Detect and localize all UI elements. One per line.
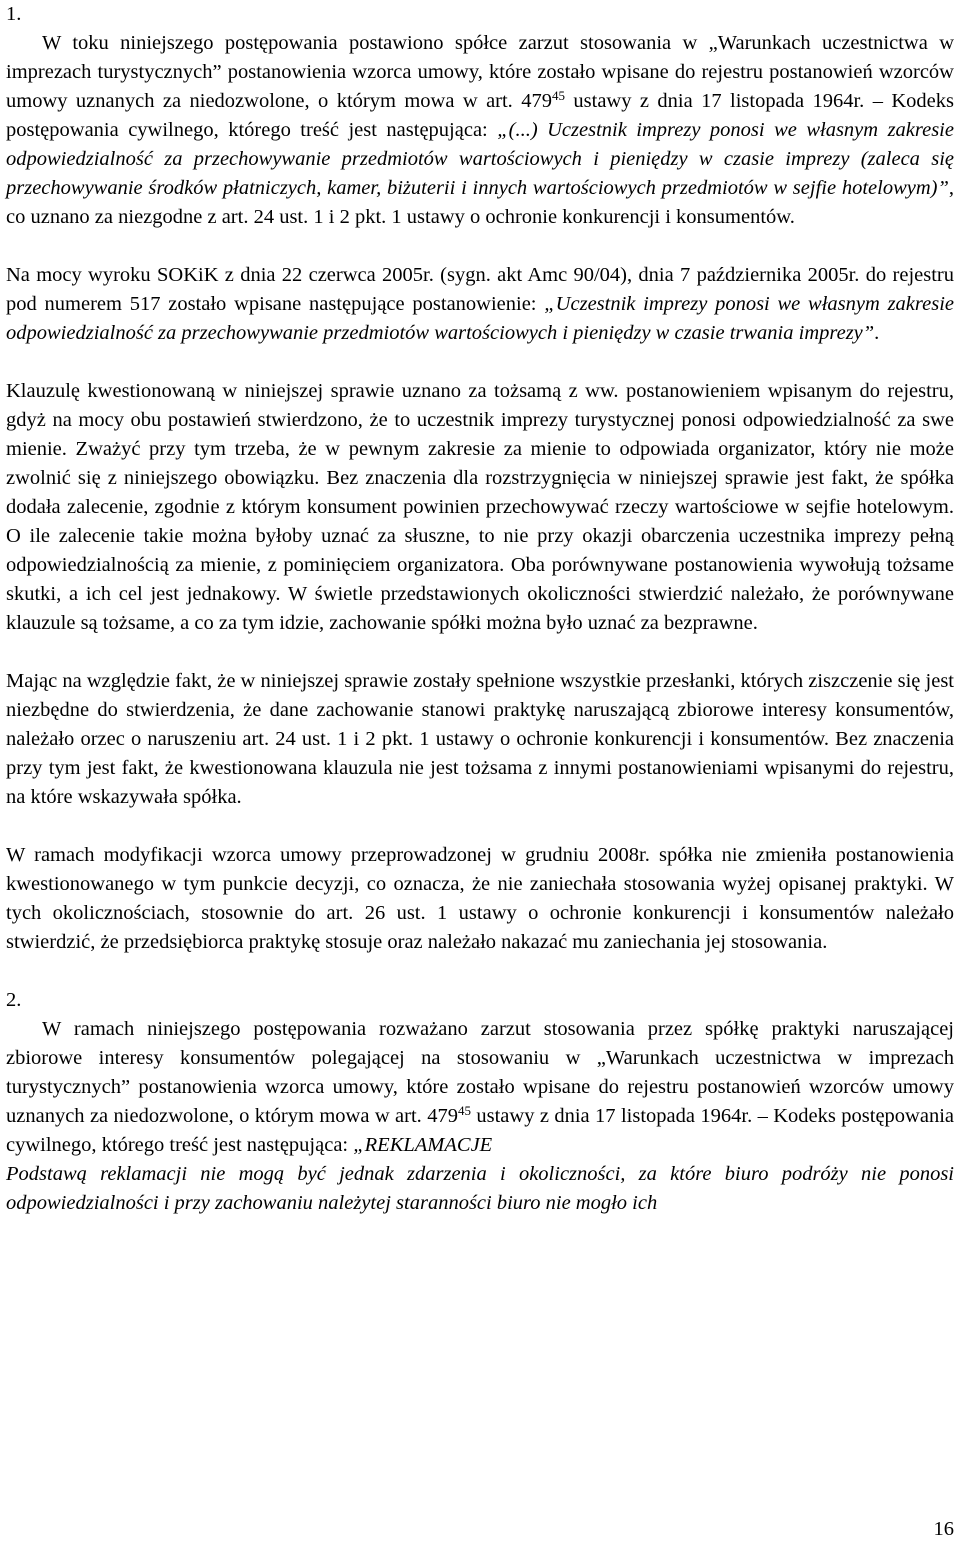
quoted-clause: „(...) Uczestnik imprezy ponosi we własnym zakresie odpowiedzialność za przechowywanie przedmiotów wartościowych i pieniędzy w czasie imprezy (zaleca się przechowywanie środków płatniczych, kamer, biżuterii i innych wartościowych przedmiotów w sejfie hotelowym)” [6,119,954,199]
section-number-2: 2. [6,989,22,1011]
page-number: 16 [933,1518,954,1540]
section-number-1: 1. [6,3,22,25]
section1-paragraph-3: Klauzulę kwestionowaną w niniejszej sprawie uznano za tożsamą z ww. postanowieniem wpisanym do rejestru, gdyż na mocy obu postawień stwierdzono, że to uczestnik imprezy turystycznej ponosi odpowiedzialność za swe mienie. Zważyć przy tym trzeba, że w pewnym zakresie za mienie to odpowiada organizator, który nie może zwolnić się z niniejszego obowiązku. Bez znaczenia dla rozstrzygnięcia w niniejszej sprawie jest fakt, że spółka dodała zalecenie, zgodnie z którym konsument powinien przechowywać rzeczy wartościowe w sejfie hotelowym. O ile zalecenie takie można byłoby uznać za słuszne, to nie przy okazji obarczenia uczestnika imprezy pełną odpowiedzialnością za mienie, z pominięciem organizatora. Oba porównywane postanowienia wywołują tożsame skutki, a ich cel jest jednakowy. W świetle przedstawionych okoliczności stwierdzić należało, że porównywane klauzule są tożsame, a co za tym idzie, zachowanie spółki można było uznać za bezprawne. [6,380,954,634]
section1-paragraph-2: Na mocy wyroku SOKiK z dnia 22 czerwca 2005r. (sygn. akt Amc 90/04), dnia 7 października 2005r. do rejestru pod numerem 517 zostało wpisane następujące postanowienie: „Uczestnik imprezy ponosi we własnym zakresie odpowiedzialność za przechowywanie przedmiotów wartościowych i pieniędzy w czasie trwania imprezy”. [6,264,954,344]
superscript: 45 [457,1103,471,1118]
document-page [6,0,954,1218]
quoted-heading: „REKLAMACJE [353,1134,493,1156]
superscript: 45 [551,88,565,103]
section2-paragraph-2: Podstawą reklamacji nie mogą być jednak zdarzenia i okoliczności, za które biuro podróży nie ponosi odpowiedzialności i przy zachowaniu należytej staranności biuro nie mogło ich [6,1163,954,1214]
quoted-clause: „Uczestnik imprezy ponosi we własnym zakresie odpowiedzialność za przechowywanie przedmiotów wartościowych i pieniędzy w czasie trwania imprezy” [6,293,954,344]
section2-paragraph-1: W ramach niniejszego postępowania rozważano zarzut stosowania przez spółkę praktyki naruszającej zbiorowe interesy konsumentów polegającej na stosowaniu w „Warunkach uczestnictwa w imprezach turystycznych” postanowienia wzorca umowy, które zostało wpisane do rejestru postanowień wzorców umowy uznanych za niedozwolone, o którym mowa w art. $479^{45}$ ustawy z dnia 17 listopada 1964r. – Kodeks postępowania cywilnego, którego treść jest następująca: „REKLAMACJE [6,1018,955,1156]
section1-paragraph-1: W toku niniejszego postępowania postawiono spółce zarzut stosowania w „Warunkach uczestnictwa w imprezach turystycznych” postanowienia wzorca umowy, które zostało wpisane do rejestru postanowień wzorców umowy uznanych za niedozwolone, o którym mowa w art. $479^{45}$ ustawy z dnia 17 listopada 1964r. – Kodeks postępowania cywilnego, którego treść jest następująca: „(...) Uczestnik imprezy ponosi we własnym zakresie odpowiedzialność za przechowywanie przedmiotów wartościowych i pieniędzy w czasie imprezy (zaleca się przechowywanie środków płatniczych, kamer, biżuterii i innych wartościowych przedmiotów w sejfie hotelowym)”, co uznano za niezgodne z art. 24 ust. 1 i 2 pkt. 1 ustawy o ochronie konkurencji i konsumentów. [6,32,954,228]
section1-paragraph-4: Mając na względzie fakt, że w niniejszej sprawie zostały spełnione wszystkie przesłanki, których ziszczenie się jest niezbędne do stwierdzenia, że dane zachowanie stanowi praktykę naruszającą zbiorowe interesy konsumentów, należało orzec o naruszeniu art. 24 ust. 1 i 2 pkt. 1 ustawy o ochronie konkurencji i konsumentów. Bez znaczenia przy tym jest fakt, że kwestionowana klauzula nie jest tożsama z innymi postanowieniami wpisanymi do rejestru, na które wskazywała spółka. [6,670,954,808]
section1-paragraph-5: W ramach modyfikacji wzorca umowy przeprowadzonej w grudniu 2008r. spółka nie zmieniła postanowienia kwestionowanego w tym punkcie decyzji, co oznacza, że nie zaniechała stosowania wyżej opisanej praktyki. W tych okolicznościach, stosownie do art. 26 ust. 1 ustawy o ochronie konkurencji i konsumentów należało stwierdzić, że przedsiębiorca praktykę stosuje oraz należało nakazać mu zaniechania jej stosowania. [6,844,954,953]
